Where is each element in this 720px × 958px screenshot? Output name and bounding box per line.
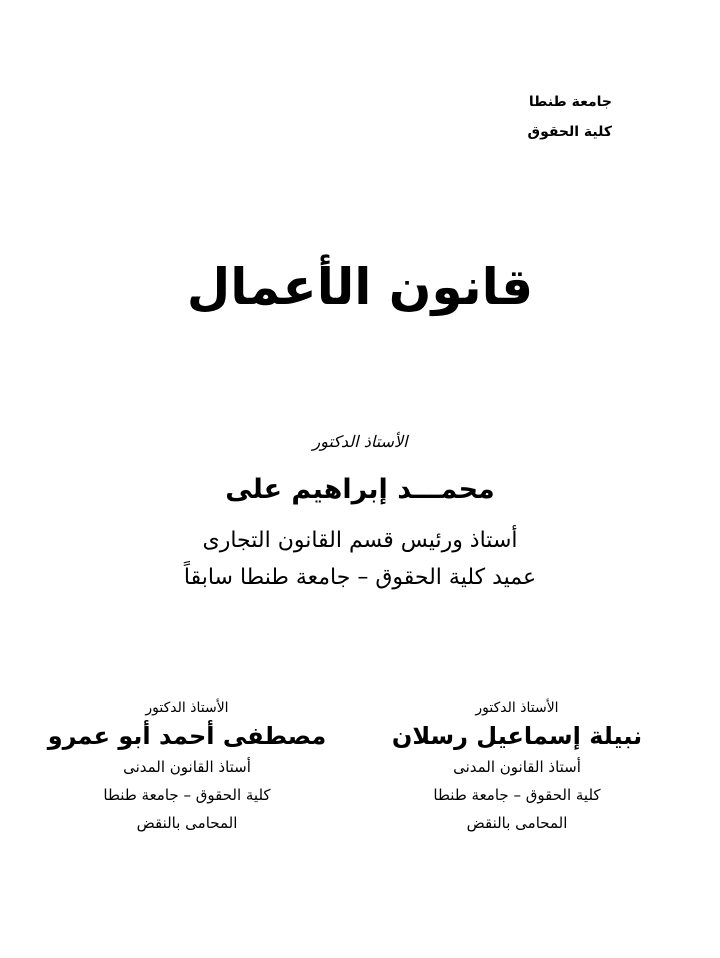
co-author-title: الأستاذ الدكتور — [475, 700, 559, 716]
main-author-title: الأستاذ الدكتور — [312, 432, 408, 451]
co-author-affiliation: كلية الحقوق – جامعة طنطا — [433, 786, 601, 804]
co-author-name: مصطفى أحمد أبو عمرو — [47, 722, 327, 750]
co-author-role: المحامى بالنقض — [136, 814, 238, 832]
main-author-former: عميد كلية الحقوق – جامعة طنطا سابقاً — [183, 565, 537, 590]
faculty-name: كلية الحقوق — [527, 124, 612, 140]
co-author-title: الأستاذ الدكتور — [145, 700, 229, 716]
co-author-role: المحامى بالنقض — [466, 814, 568, 832]
co-author-position: أستاذ القانون المدنى — [453, 758, 581, 776]
co-author-right — [367, 700, 667, 842]
main-author-name: محمـــد إبراهيم على — [225, 474, 495, 505]
main-author-position: أستاذ ورئيس قسم القانون التجارى — [202, 528, 518, 553]
co-author-left — [37, 700, 337, 842]
co-author-affiliation: كلية الحقوق – جامعة طنطا — [103, 786, 271, 804]
co-author-position: أستاذ القانون المدنى — [123, 758, 251, 776]
university-name: جامعة طنطا — [528, 94, 612, 110]
book-title: قانون الأعمال — [186, 258, 534, 316]
co-author-name: نبيلة إسماعيل رسلان — [391, 722, 643, 750]
